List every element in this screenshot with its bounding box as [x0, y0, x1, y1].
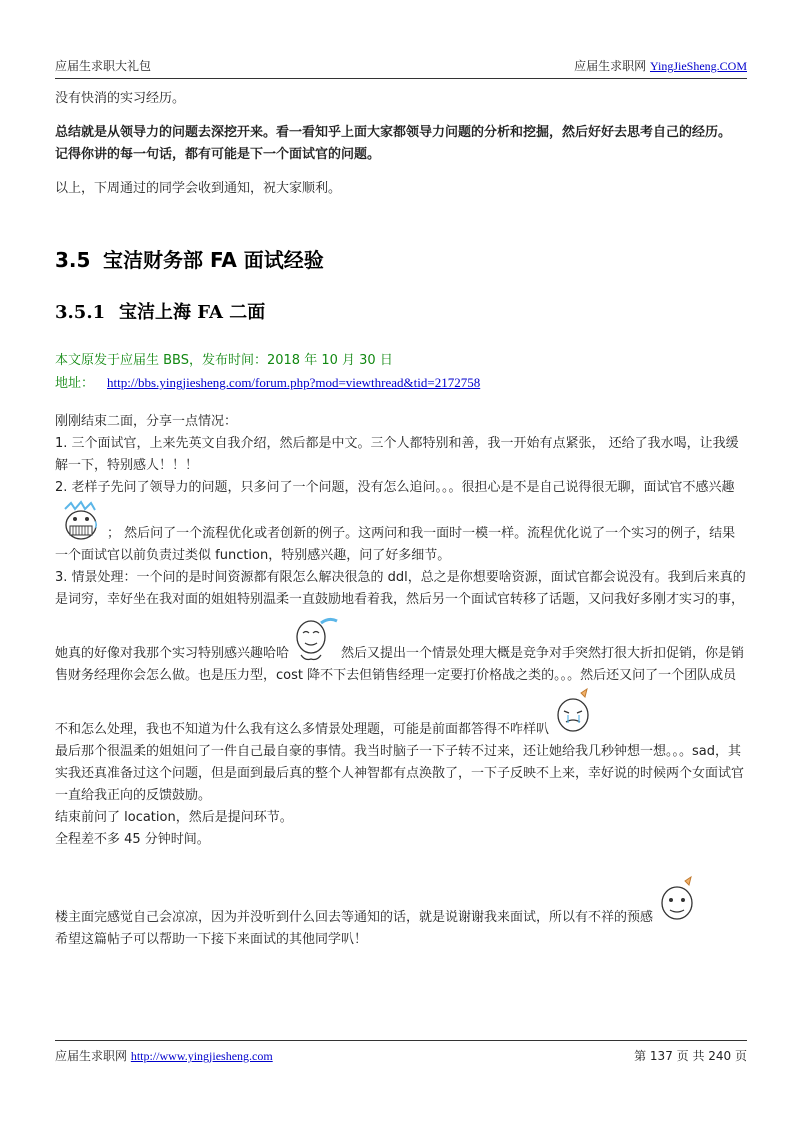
post-text: ； 然后问了一个流程优化或者创新的例子。这两问和我一面时一模一样。流程优化说了一个实习的例子，结果一个面试官以前负责过类似 function，特别感兴趣，问了好多细节。	[55, 526, 736, 563]
footer-site	[55, 1048, 273, 1064]
section-title: 宝洁财务部 FA 面试经验	[103, 248, 324, 272]
nervous-face-icon	[655, 875, 703, 929]
sweating-face-icon	[57, 499, 105, 545]
page-number: 第 137 页 共 240 页	[634, 1049, 747, 1063]
summary-bold: 总结就是从领导力的问题去深挖开来。看一看知乎上面大家都领导力问题的分析和挖掘，然后好好去思考自己的经历。	[55, 125, 732, 140]
source-info	[55, 350, 747, 395]
closing-line: 以上，下周通过的同学会收到通知，祝大家顺利。	[55, 181, 342, 196]
post-paragraph	[55, 875, 747, 929]
post-paragraph: 结束前问了 location，然后是提问环节。	[55, 810, 293, 825]
source-text: 本文原发于应届生 BBS，发布时间：2018 年 10 月 30 日	[55, 353, 393, 368]
post-paragraph: 希望这篇帖子可以帮助一下接下来面试的其他同学叭！	[55, 932, 368, 947]
footer-site-label: 应届生求职网	[55, 1049, 131, 1063]
post-paragraph: 1. 三个面试官，上来先英文自我介绍，然后都是中文。三个人都特别和善，我一开始有点紧张， 还给了我水喝，让我缓解一下，特别感人！！！	[55, 436, 739, 473]
source-url-link[interactable]: http://bbs.yingjiesheng.com/forum.php?mod=viewthread&tid=2172758	[107, 375, 481, 390]
intro-line: 没有快消的实习经历。	[55, 91, 186, 106]
post-text: 楼主面完感觉自己会凉凉，因为并没听到什么回去等通知的话，就是说谢谢我来面试，所以有不祥的预感	[55, 910, 654, 925]
subsection-heading	[55, 300, 747, 326]
post-paragraph: 刚刚结束二面，分享一点情况：	[55, 414, 238, 429]
subsection-number: 3.5.1	[55, 302, 106, 323]
crying-face-icon	[551, 687, 599, 741]
footer-site-link[interactable]: http://www.yingjiesheng.com	[130, 1049, 273, 1063]
post-text: 然后又提出一个情景处理大概是竞争对手突然打很大折扣促销，你是销售财务经理你会怎么做。也是压力型，cost 降不下去但销售经理一定要打价格战之类的。。。然后还又问了一个团队成员不和怎么处理，我也不知道为什么我有这么多情景处理题，可能是前面都答得不咋样叭	[55, 646, 745, 737]
header-title: 应届生求职大礼包	[55, 59, 152, 73]
page-header	[55, 58, 747, 79]
fainting-face-icon	[291, 611, 339, 665]
header-site-link[interactable]: YingJieSheng.COM	[649, 59, 747, 73]
post-text: 3. 情景处理：一个问的是时间资源都有限怎么解决很急的 ddl，总之是你想要啥资源，面试官都会说没有。我到后来真的是词穷，幸好坐在我对面的姐姐特别温柔一直鼓励地看着我，然后另一个面试官转移了话题，又问我好多刚才实习的事，她真的好像对我那个实习特别感兴趣哈哈	[55, 570, 746, 661]
reminder-bold: 记得你讲的每一句话，都有可能是下一个面试官的问题。	[55, 147, 381, 162]
section-heading	[55, 246, 747, 274]
post-paragraph: 全程差不多 45 分钟时间。	[55, 832, 210, 847]
page-footer	[55, 1040, 747, 1063]
page-content	[55, 88, 747, 951]
post-paragraph	[55, 567, 747, 741]
subsection-title: 宝洁上海 FA 二面	[119, 302, 266, 323]
source-address-label: 地址：	[55, 376, 95, 391]
post-text: 2. 老样子先问了领导力的问题，只多问了一个问题，没有怎么追问。。。很担心是不是自己说得很无聊，面试官不感兴趣	[55, 480, 735, 495]
section-number: 3.5	[55, 248, 91, 272]
post-paragraph	[55, 477, 747, 567]
post-paragraph: 最后那个很温柔的姐姐问了一件自己最自豪的事情。我当时脑子一下子转不过来，还让她给我几秒钟想一想。。。sad，其实我还真准备过这个问题，但是面到最后真的整个人神智都有点涣散了，一下子反映不上来，幸好说的时候两个女面试官一直给我正向的反馈鼓励。	[55, 744, 745, 803]
header-site-label: 应届生求职网	[574, 59, 650, 73]
header-site	[574, 58, 747, 74]
